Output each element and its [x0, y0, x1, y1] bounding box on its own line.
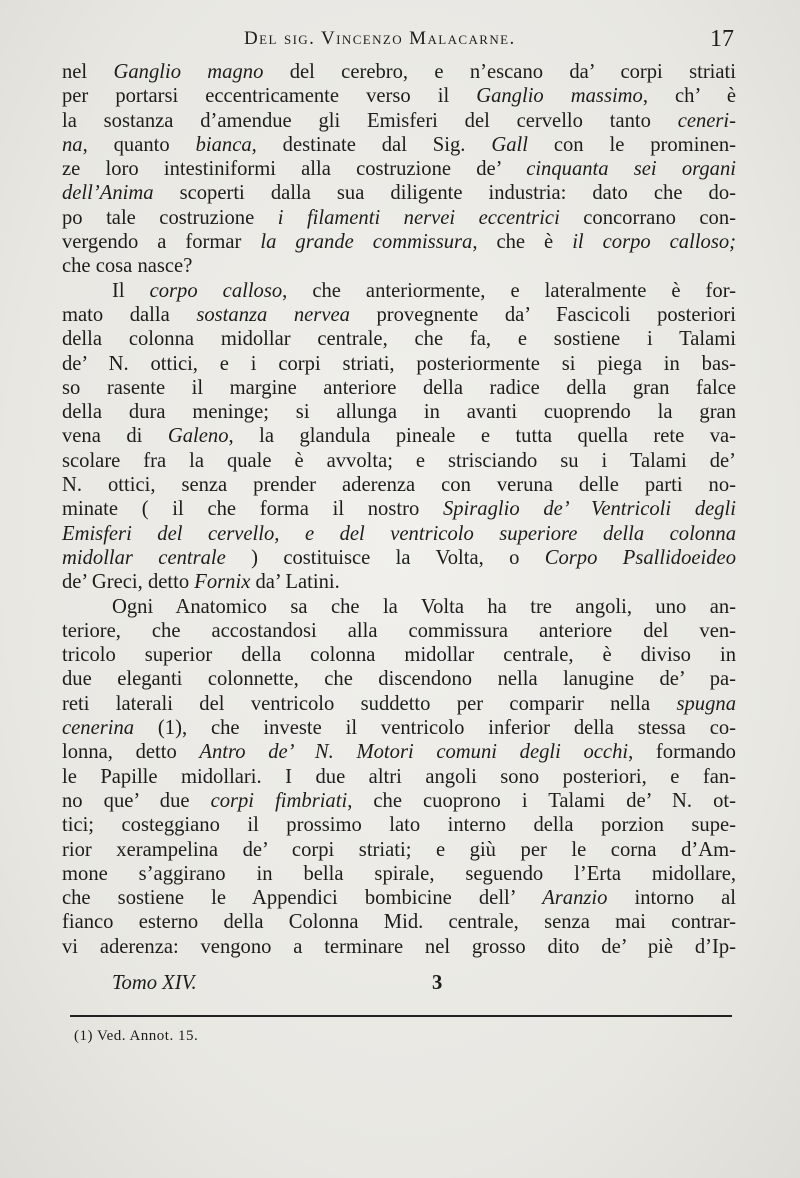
italic-text: Spiraglio de’ Ventricoli degli	[442, 498, 736, 521]
italic-text: cinquanta sei organi	[526, 158, 736, 181]
text-segment: con le prominen-	[527, 133, 737, 156]
text-segment: rior xerampelina de’ corpi striati; e giù per le corna d’Am-	[62, 838, 736, 861]
running-head: Del sig. Vincenzo Malacarne.	[244, 28, 516, 49]
text-line	[62, 765, 736, 789]
italic-text: na	[62, 133, 83, 156]
text-segment: , la glandula pineale e tutta quella rete va-	[228, 425, 736, 448]
text-line	[62, 910, 736, 934]
footnote: (1) Ved. Annot. 15.	[74, 1028, 199, 1044]
text-line	[62, 546, 736, 570]
text-segment: scoperti dalla sua diligente industria: dato che do-	[153, 182, 736, 205]
italic-text: dell’Anima	[62, 182, 154, 205]
italic-text: midollar centrale	[62, 546, 226, 569]
text-segment: tici; costeggiano il prossimo lato interno della porzion supe-	[62, 814, 736, 837]
text-segment: del cerebro, e n’escano da’ corpi striati	[263, 61, 736, 83]
text-segment: de’ Greci, detto	[62, 571, 195, 594]
text-segment: mato dalla	[62, 303, 197, 326]
text-segment: da’ Latini.	[250, 571, 340, 594]
text-line	[62, 133, 736, 157]
text-line	[62, 935, 736, 959]
text-segment: N. ottici, senza prender aderenza con veruna delle parti no-	[62, 474, 736, 497]
text-segment: , destinate dal Sig.	[251, 133, 492, 156]
text-line	[62, 327, 736, 351]
text-segment: ze loro intestiniformi alla costruzione de’	[62, 158, 527, 181]
text-segment: lonna, detto	[62, 741, 200, 764]
italic-text: bianca	[195, 133, 252, 156]
signature-mark: 3	[432, 972, 443, 994]
page-header	[62, 26, 738, 56]
text-segment: vi aderenza: vengono a terminare nel grosso dito de’ piè d’Ip-	[62, 935, 736, 958]
text-segment: tricolo superior della colonna midollar centrale, è diviso in	[62, 644, 736, 667]
body-text	[62, 60, 736, 959]
text-segment: due eleganti colonnette, che discendono nella lanugine de’ pa-	[62, 668, 736, 691]
text-segment: provegnente da’ Fascicoli posteriori	[349, 303, 737, 326]
text-line	[62, 181, 736, 205]
text-segment: , formando	[628, 741, 736, 764]
text-line	[62, 473, 736, 497]
text-line	[62, 84, 736, 108]
text-line	[62, 886, 736, 910]
italic-text: Aranzio	[542, 887, 608, 910]
text-segment: intorno al	[607, 887, 736, 910]
text-line	[62, 789, 736, 813]
text-segment: minate ( il che forma il nostro	[62, 498, 443, 521]
text-segment: della dura meninge; si allunga in avanti cuoprendo la gran	[62, 401, 736, 424]
text-segment: so rasente il margine anteriore della radice della gran falce	[62, 376, 736, 399]
text-segment: teriore, che accostandosi alla commissura anteriore del ven-	[62, 619, 736, 642]
text-line	[62, 303, 736, 327]
italic-text: sostanza nervea	[196, 303, 350, 326]
text-segment: fianco esterno della Colonna Mid. centrale, senza mai contrar-	[62, 911, 736, 934]
text-line	[62, 619, 736, 643]
text-segment: Ogni Anatomico sa che la Volta ha tre angoli, uno an-	[112, 595, 736, 618]
text-segment: ) costituisce la Volta, o	[225, 546, 545, 569]
text-line	[62, 424, 736, 448]
text-segment: mone s’aggirano in bella spirale, seguendo l’Erta midollare,	[62, 862, 736, 885]
text-segment: vena di	[62, 425, 168, 448]
text-line	[62, 813, 736, 837]
text-line	[62, 595, 736, 619]
signature-line	[62, 970, 736, 998]
text-segment: che sostiene le Appendici bombicine dell’	[62, 887, 543, 910]
italic-text: ceneri-	[677, 109, 736, 132]
italic-text: Ganglio magno	[113, 61, 264, 83]
text-line	[62, 279, 736, 303]
text-line	[62, 740, 736, 764]
italic-text: cenerina	[62, 717, 135, 740]
text-line	[62, 692, 736, 716]
text-line	[62, 352, 736, 376]
page-number: 17	[710, 26, 734, 52]
italic-text: Antro de’ N. Motori comuni degli occhi	[199, 741, 629, 764]
text-line	[62, 400, 736, 424]
text-segment: vergendo a formar	[62, 231, 261, 254]
italic-text: corpi fimbriati	[210, 789, 348, 812]
text-line	[62, 230, 736, 254]
text-line	[62, 522, 736, 546]
italic-text: Galeno	[167, 425, 229, 448]
text-segment: che cosa nasce?	[62, 255, 193, 278]
text-segment: no que’ due	[62, 789, 211, 812]
text-segment: Il	[112, 279, 150, 302]
italic-text: Corpo Psallidoeideo	[544, 546, 736, 569]
italic-text: Ganglio massimo	[476, 85, 643, 108]
text-segment: , ch’ è	[642, 85, 736, 108]
text-line	[62, 60, 736, 84]
text-line	[62, 206, 736, 230]
italic-text: spugna	[676, 692, 736, 715]
text-line	[62, 716, 736, 740]
text-segment: , quanto	[82, 133, 196, 156]
text-line	[62, 254, 736, 278]
text-segment: la sostanza d’amendue gli Emisferi del cervello tanto	[62, 109, 678, 132]
text-segment: , che è	[472, 231, 573, 254]
text-line	[62, 109, 736, 133]
text-segment: le Papille midollari. I due altri angoli sono posteriori, e fan-	[62, 765, 736, 788]
text-segment: nel	[62, 61, 114, 83]
italic-text: Gall	[491, 133, 528, 156]
text-line	[62, 497, 736, 521]
italic-text: la grande commissura	[260, 231, 473, 254]
italic-text: corpo calloso	[149, 279, 283, 302]
text-segment: della colonna midollar centrale, che fa, e sostiene i Talami	[62, 328, 736, 351]
italic-text: i filamenti nervei eccentrici	[277, 206, 560, 229]
footnote-rule	[70, 1015, 732, 1017]
text-segment: concorrano con-	[559, 206, 736, 229]
italic-text: Emisferi del cervello, e del ventricolo superiore della colonna	[62, 522, 736, 545]
text-segment: , che anteriormente, e lateralmente è for-	[282, 279, 737, 302]
text-line	[62, 838, 736, 862]
text-segment: , che cuoprono i Talami de’ N. ot-	[347, 789, 736, 812]
italic-text: Fornix	[194, 571, 251, 594]
text-line	[62, 667, 736, 691]
text-segment: de’ N. ottici, e i corpi striati, posteriormente si piega in bas-	[62, 352, 736, 375]
text-segment: po tale costruzione	[62, 206, 278, 229]
text-line	[62, 449, 736, 473]
text-line	[62, 570, 736, 594]
text-line	[62, 376, 736, 400]
text-line	[62, 862, 736, 886]
text-segment: per portarsi eccentricamente verso il	[62, 85, 477, 108]
text-segment: reti laterali del ventricolo suddetto per comparir nella	[62, 692, 677, 715]
volume-label: Tomo XIV.	[112, 972, 197, 994]
text-segment: (1), che investe il ventricolo inferior della stessa co-	[134, 717, 736, 740]
text-line	[62, 643, 736, 667]
text-segment: scolare fra la quale è avvolta; e strisciando su i Talami de’	[62, 449, 736, 472]
italic-text: il corpo calloso;	[572, 231, 737, 254]
text-line	[62, 157, 736, 181]
